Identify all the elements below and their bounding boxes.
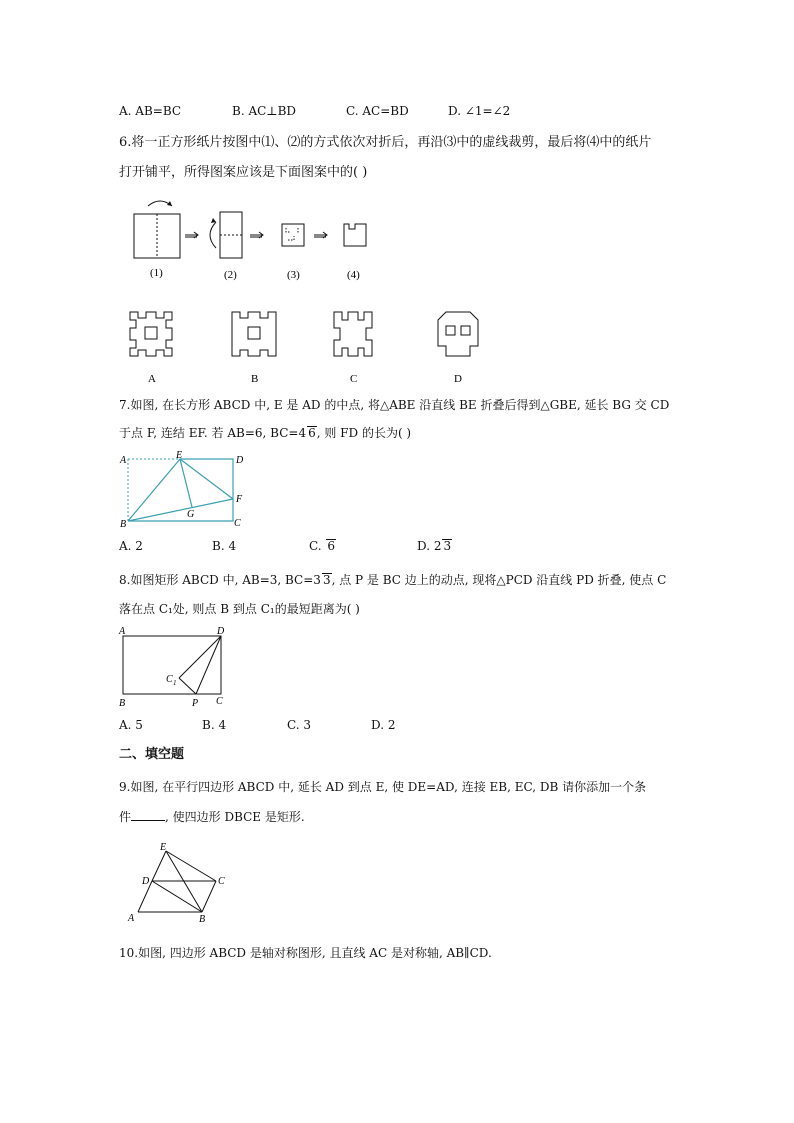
q8-line-2: 落在点 C₁处, 则点 B 到点 C₁的最短距离为( ): [119, 602, 360, 616]
step4-shape: [344, 224, 366, 246]
q7-line-2: 于点 F, 连结 EF. 若 AB=6, BC=4 6, 则 FD 的长为( ): [119, 426, 412, 440]
step-label-4: (4): [347, 269, 360, 281]
q6-line-1: 6.将一正方形纸片按图中⑴、⑵的方式依次对折后，再沿⑶中的虚线裁剪，最后将⑷中的纸片: [119, 135, 652, 150]
fig9-label-d: D: [142, 876, 150, 887]
choice-d-shape: [438, 312, 478, 356]
q7-option-a: A. 2: [119, 539, 143, 553]
q7-line-1: 7.如图, 在长方形 ABCD 中, E 是 AD 的中点, 将△ABE 沿直线 BE 折叠后得到△GBE, 延长 BG 交 CD: [119, 398, 670, 412]
step2-rect: [220, 212, 242, 258]
q6-answer-choices-figure: [120, 302, 500, 390]
fig7-label-a: A: [120, 455, 127, 466]
q9-line-1: 9.如图, 在平行四边形 ABCD 中, 延长 AD 到点 E, 使 DE=AD, 连接 EB, EC, DB 请你添加一个条: [119, 780, 647, 794]
step3-square: [282, 224, 304, 246]
q9-answer-blank[interactable]: [131, 808, 165, 821]
fig7-label-b: B: [120, 519, 127, 530]
fig9-label-b: B: [199, 914, 206, 925]
q5-option-d: D. ∠1=∠2: [448, 104, 511, 118]
q9-line-2: 件 , 使四边形 DBCE 是矩形.: [119, 810, 305, 824]
fig7-label-g: G: [187, 509, 195, 520]
q7-option-c: C. 6: [309, 539, 336, 553]
q6-line-2: 打开铺平，所得图案应该是下面图案中的( ): [119, 165, 368, 180]
fig9-label-a: A: [128, 913, 135, 924]
q8-line-1: 8.如图矩形 ABCD 中, AB=3, BC=3 3, 点 P 是 BC 边上的动点, 现将△PCD 沿直线 PD 折叠, 使点 C: [119, 573, 667, 587]
fig8-label-p: P: [192, 698, 199, 709]
fig9-label-c: C: [218, 876, 225, 887]
step-label-1: (1): [150, 267, 163, 279]
choice-b-shape: [232, 312, 276, 356]
q7-option-b: B. 4: [212, 539, 237, 553]
fig8-label-b: B: [119, 698, 126, 709]
choice-label-c: C: [350, 373, 358, 385]
q5-option-c: C. AC=BD: [346, 104, 409, 118]
q8-option-a: A. 5: [119, 718, 143, 732]
choice-label-d: D: [454, 373, 462, 385]
fig8-label-c: C: [216, 696, 223, 707]
q8-option-d: D. 2: [371, 718, 396, 732]
fig8-label-a: A: [119, 626, 126, 637]
section-title: 二、填空题: [119, 747, 185, 762]
q5-option-b: B. AC⊥BD: [232, 104, 297, 118]
step-label-3: (3): [287, 269, 300, 281]
choice-label-a: A: [148, 373, 156, 385]
step-label-2: (2): [224, 269, 237, 281]
q8-rectangle-fold-figure: [116, 624, 234, 712]
fig7-label-e: E: [176, 450, 183, 461]
q8-option-c: C. 3: [287, 718, 312, 732]
choice-a-shape: [130, 312, 172, 356]
q7-option-d: D. 2 3: [417, 539, 452, 553]
fig7-label-f: F: [236, 494, 243, 505]
fig8-label-c1: C: [166, 674, 173, 685]
fig9-label-e: E: [160, 842, 167, 853]
step2-fold-arrow: [210, 222, 216, 248]
q7-rectangle-fold-figure: [118, 450, 248, 530]
choice-c-shape: [334, 312, 372, 356]
fig8-label-d: D: [217, 626, 225, 637]
q10-line-1: 10.如图, 四边形 ABCD 是轴对称图形, 且直线 AC 是对称轴, AB∥CD.: [119, 946, 492, 960]
choice-label-b: B: [251, 373, 259, 385]
q6-folding-steps-figure: [120, 192, 380, 292]
fig7-label-c: C: [234, 518, 241, 529]
q8-option-b: B. 4: [202, 718, 227, 732]
fig8-label-c1-sub: 1: [173, 679, 177, 687]
q5-option-a: A. AB=BC: [119, 104, 182, 118]
q9-parallelogram-figure: [124, 842, 234, 926]
fig7-label-d: D: [236, 455, 244, 466]
